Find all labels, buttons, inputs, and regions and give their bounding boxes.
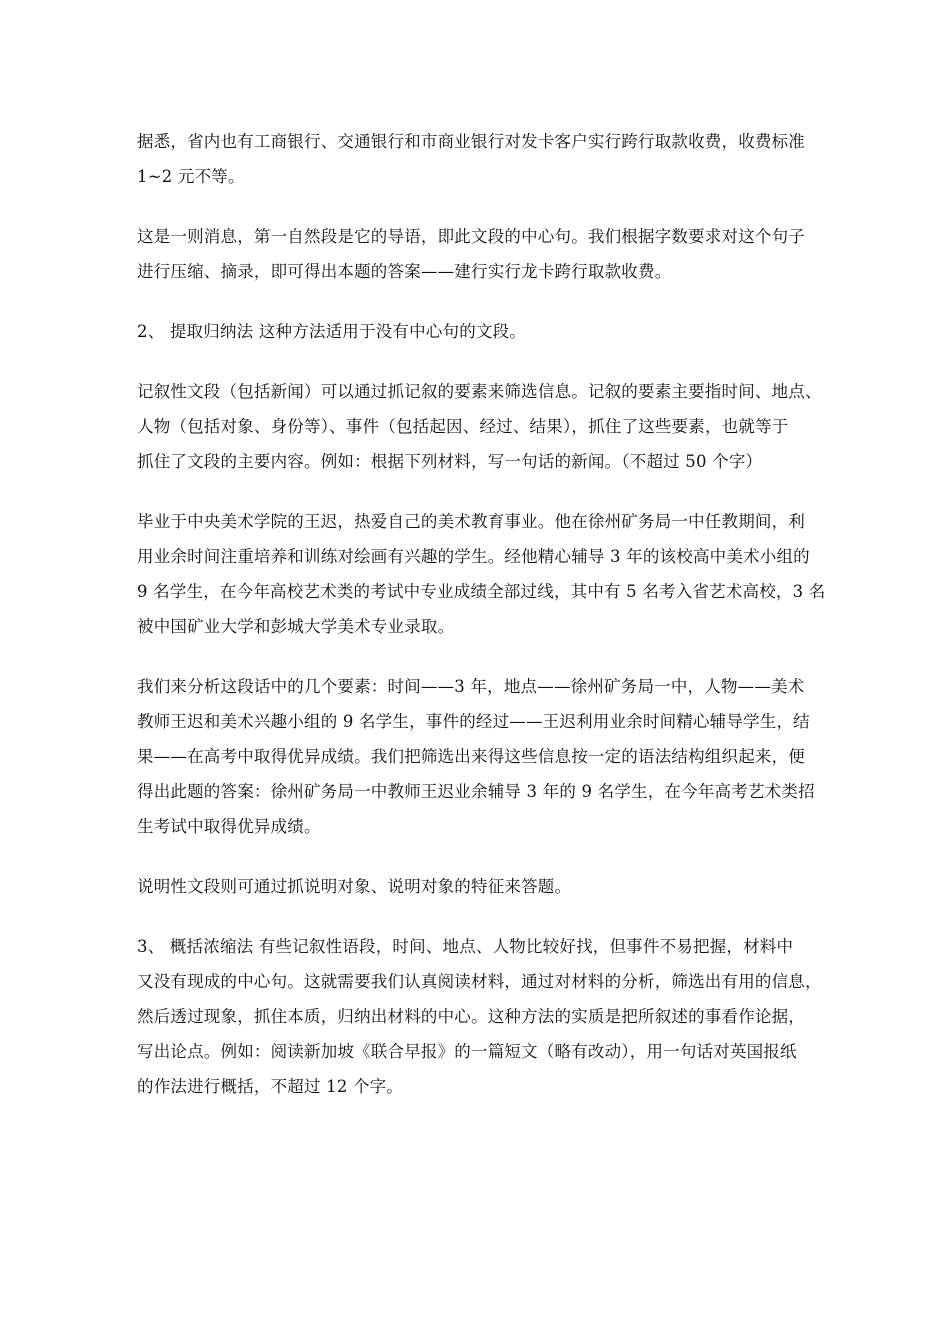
paragraph-narrative-elements (137, 374, 827, 479)
paragraph-analysis-news (137, 219, 827, 289)
text-line: 果——在高考中取得优异成绩。我们把筛选出来得这些信息按一定的语法结构组织起来，便 (137, 747, 805, 766)
text-line: 毕业于中央美术学院的王迟，热爱自己的美术教育事业。他在徐州矿务局一中任教期间，利 (137, 512, 805, 531)
document-body (137, 124, 827, 1129)
text-line: 说明性文段则可通过抓说明对象、说明对象的特征来答题。 (137, 877, 572, 896)
text-line: 被中国矿业大学和彭城大学美术专业录取。 (137, 617, 455, 636)
text-line: 然后透过现象，抓住本质，归纳出材料的中心。这种方法的实质是把所叙述的事看作论据， (137, 1007, 805, 1026)
paragraph-bank-fees (137, 124, 827, 194)
section-method-3 (137, 929, 827, 1104)
paragraph-expository-note (137, 869, 827, 904)
text-line: 9 名学生，在今年高校艺术类的考试中专业成绩全部过线，其中有 5 名考入省艺术高校，3 名 (137, 582, 826, 601)
text-line: 教师王迟和美术兴趣小组的 9 名学生，事件的经过——王迟利用业余时间精心辅导学生，结 (137, 712, 810, 731)
text-line: 的作法进行概括，不超过 12 个字。 (137, 1077, 404, 1096)
text-line: 2、 提取归纳法 这种方法适用于没有中心句的文段。 (137, 322, 526, 341)
text-line: 据悉，省内也有工商银行、交通银行和市商业银行对发卡客户实行跨行取款收费，收费标准 (137, 132, 805, 151)
text-line: 抓住了文段的主要内容。例如：根据下列材料，写一句话的新闻。（不超过 50 个字） (137, 452, 763, 471)
text-line: 又没有现成的中心句。这就需要我们认真阅读材料，通过对材料的分析，筛选出有用的信息， (137, 972, 822, 991)
text-line: 这是一则消息，第一自然段是它的导语，即此文段的中心句。我们根据字数要求对这个句子 (137, 227, 805, 246)
text-line: 写出论点。例如：阅读新加坡《联合早报》的一篇短文（略有改动），用一句话对英国报纸 (137, 1042, 797, 1061)
text-line: 记叙性文段（包括新闻）可以通过抓记叙的要素来筛选信息。记叙的要素主要指时间、地点、 (137, 382, 822, 401)
paragraph-element-analysis (137, 669, 827, 844)
text-line: 用业余时间注重培养和训练对绘画有兴趣的学生。经他精心辅导 3 年的该校高中美术小组的 (137, 547, 810, 566)
section-heading-method-2 (137, 314, 827, 349)
text-line: 进行压缩、摘录，即可得出本题的答案——建行实行龙卡跨行取款收费。 (137, 262, 672, 281)
text-line: 生考试中取得优异成绩。 (137, 817, 321, 836)
text-line: 1~2 元不等。 (137, 167, 245, 186)
text-line: 我们来分析这段话中的几个要素：时间——3 年，地点——徐州矿务局一中，人物——美术 (137, 677, 805, 696)
text-line: 得出此题的答案：徐州矿务局一中教师王迟业余辅导 3 年的 9 名学生，在今年高考艺术类招 (137, 782, 815, 801)
paragraph-example-material (137, 504, 827, 644)
text-line: 3、 概括浓缩法 有些记叙性语段，时间、地点、人物比较好找，但事件不易把握，材料中 (137, 937, 794, 956)
text-line: 人物（包括对象、身份等）、事件（包括起因、经过、结果），抓住了这些要素，也就等于 (137, 417, 789, 436)
